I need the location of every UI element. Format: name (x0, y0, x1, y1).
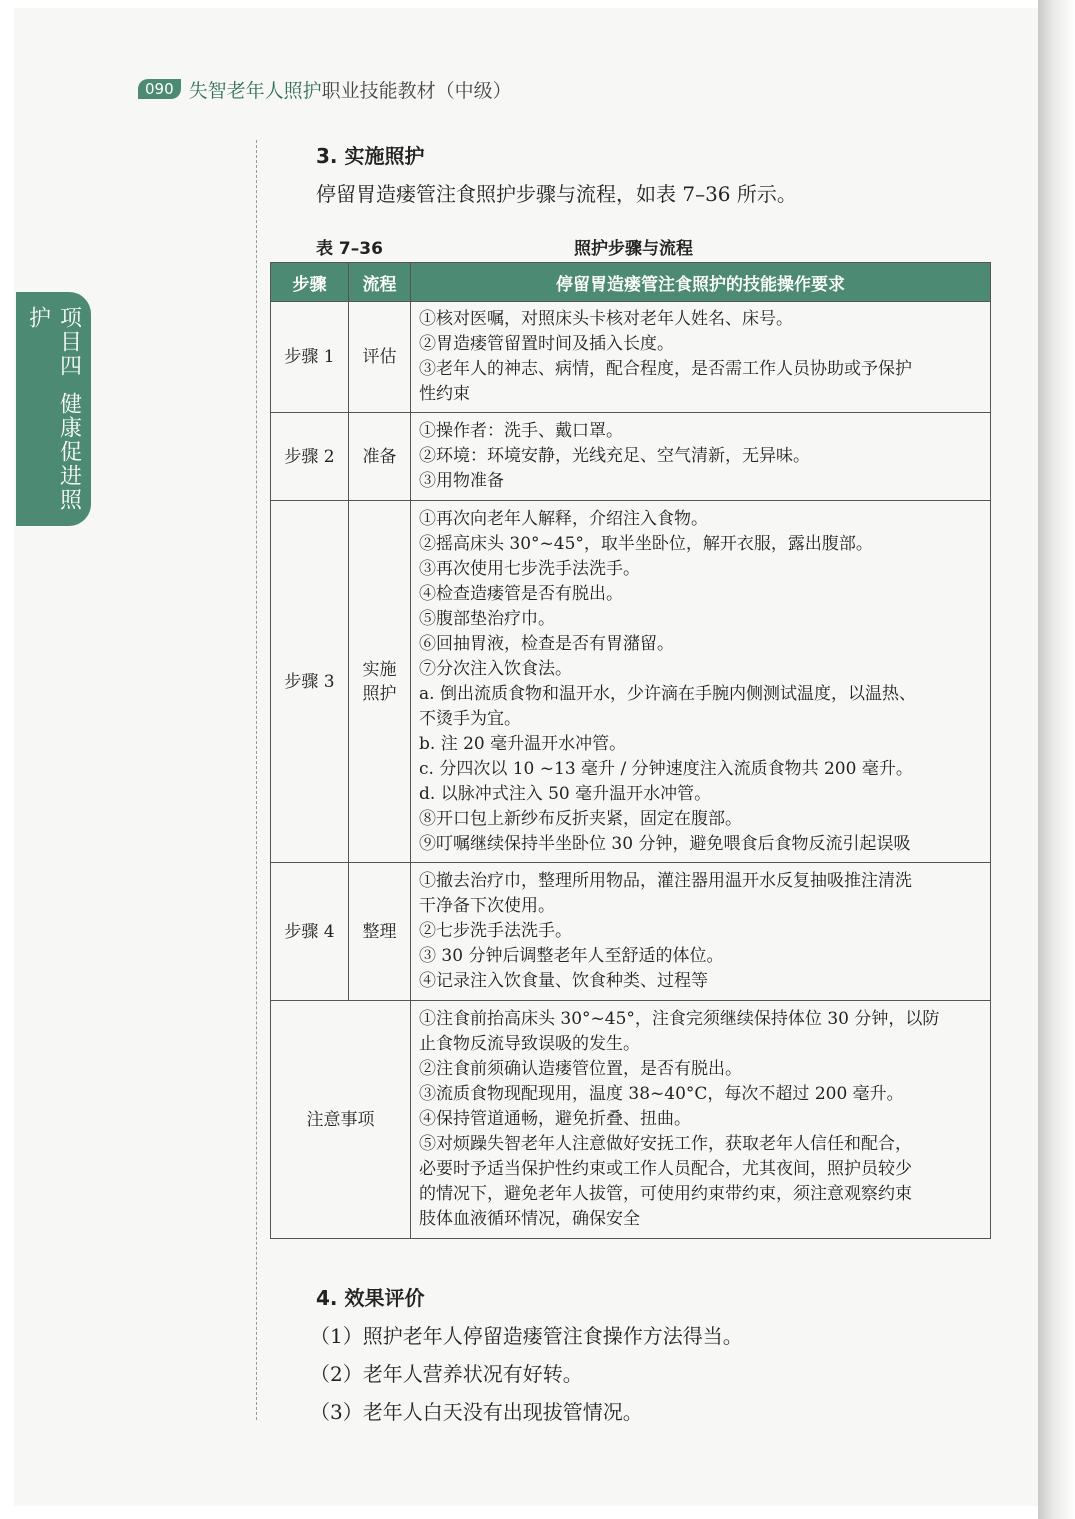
running-header (138, 76, 512, 102)
side-tab-text (23, 306, 85, 526)
side-tab-part2: 健康促进照护 (25, 306, 82, 512)
table-title: 照护步骤与流程 (574, 239, 693, 259)
requirement-line: ①核对医嘱，对照床头卡核对老年人姓名、床号。 (419, 309, 793, 329)
requirement-line: c. 分四次以 10 ~13 毫升 / 分钟速度注入流质食物共 200 毫升。 (419, 758, 913, 779)
requirement-line: ⑤对烦躁失智老年人注意做好安抚工作，获取老年人信任和配合， (419, 1134, 912, 1154)
book-title (189, 76, 512, 103)
page-number: 090 (138, 79, 181, 99)
header-process: 流程 (349, 263, 411, 302)
requirement-line: ①撤去治疗巾，整理所用物品，灌注器用温开水反复抽吸推注清洗 (419, 871, 912, 891)
requirement-line: d. 以脉冲式注入 50 毫升温开水冲管。 (419, 783, 712, 804)
requirement-line: ①再次向老年人解释，介绍注入食物。 (419, 508, 708, 529)
requirements-cell (411, 501, 991, 863)
requirement-line: ②胃造瘘管留置时间及插入长度。 (419, 334, 674, 354)
process-cell: 评估 (349, 302, 411, 413)
requirement-line: ③用物准备 (419, 471, 504, 491)
requirement-line: ②七步洗手法洗手。 (419, 921, 572, 941)
requirement-line: ④检查造瘘管是否有脱出。 (419, 583, 623, 604)
requirement-line: 肢体血液循环情况，确保安全 (419, 1209, 640, 1229)
requirement-line: ②注食前须确认造瘘管位置，是否有脱出。 (419, 1059, 742, 1079)
process-cell: 准备 (349, 413, 411, 501)
book-title-main: 失智老年人照护 (188, 79, 322, 102)
requirement-line: ③ 30 分钟后调整老年人至舒适的体位。 (419, 946, 724, 966)
table-header-row (271, 263, 991, 302)
side-tab (16, 292, 91, 526)
requirements-cell (411, 413, 991, 501)
requirement-line: 止食物反流导致误吸的发生。 (419, 1034, 640, 1054)
table-row (271, 1001, 991, 1239)
requirement-line: ⑥回抽胃液，检查是否有胃潴留。 (419, 633, 674, 654)
margin-dashed-line (256, 140, 257, 1420)
notes-cell: 注意事项 (271, 1001, 411, 1239)
requirement-line: ④保持管道通畅，避免折叠、扭曲。 (419, 1109, 691, 1129)
table-row (271, 501, 991, 863)
evaluation-item: （2）老年人营养状况有好转。 (310, 1362, 583, 1386)
step-cell: 步骤 3 (271, 501, 349, 863)
evaluation-item: （3）老年人白天没有出现拔管情况。 (310, 1400, 643, 1424)
requirement-line: 的情况下，避免老年人拔管，可使用约束带约束，须注意观察约束 (419, 1184, 912, 1204)
table-number: 表 7–36 (316, 239, 383, 259)
requirement-line: ⑤腹部垫治疗巾。 (419, 608, 555, 629)
section4-title: 4. 效果评价 (316, 1286, 425, 1310)
requirements-cell (411, 1001, 991, 1239)
header-step: 步骤 (271, 263, 349, 302)
process-line: 照护 (362, 683, 397, 704)
evaluation-item: （1）照护老年人停留造瘘管注食操作方法得当。 (310, 1324, 743, 1348)
requirement-line: ①注食前抬高床头 30°~45°，注食完须继续保持体位 30 分钟，以防 (419, 1009, 940, 1029)
step-cell: 步骤 4 (271, 863, 349, 1001)
requirement-line: 不烫手为宜。 (419, 708, 521, 729)
requirement-line: ②环境：环境安静，光线充足、空气清新，无异味。 (419, 446, 810, 466)
requirement-line: ②摇高床头 30°~45°，取半坐卧位，解开衣服，露出腹部。 (419, 533, 873, 554)
requirement-line: ③流质食物现配现用，温度 38~40°C，每次不超过 200 毫升。 (419, 1084, 904, 1104)
requirement-line: ⑧开口包上新纱布反折夹紧，固定在腹部。 (419, 808, 742, 829)
requirement-line: b. 注 20 毫升温开水冲管。 (419, 733, 627, 754)
section3-intro: 停留胃造瘘管注食照护步骤与流程，如表 7–36 所示。 (316, 182, 797, 206)
requirement-line: ③老年人的神志、病情，配合程度，是否需工作人员协助或予保护 (419, 359, 912, 379)
requirements-cell (411, 863, 991, 1001)
step-cell: 步骤 1 (271, 302, 349, 413)
section3-title: 3. 实施照护 (316, 144, 425, 168)
page-edge (1038, 0, 1075, 1519)
book-title-sub: 职业技能教材（中级） (321, 79, 512, 102)
requirement-line: 必要时予适当保护性约束或工作人员配合，尤其夜间，照护员较少 (419, 1159, 912, 1179)
step-cell: 步骤 2 (271, 413, 349, 501)
table-caption (316, 234, 992, 258)
requirements-cell (411, 302, 991, 413)
requirement-line: 干净备下次使用。 (419, 896, 555, 916)
table-row (271, 413, 991, 501)
requirement-line: ③再次使用七步洗手法洗手。 (419, 558, 640, 579)
side-tab-part1: 项目四 (56, 306, 82, 378)
process-line: 实施 (362, 659, 397, 680)
requirement-line: ①操作者：洗手、戴口罩。 (419, 421, 623, 441)
requirement-line: ⑨叮嘱继续保持半坐卧位 30 分钟，避免喂食后食物反流引起误吸 (419, 833, 911, 854)
table-row (271, 863, 991, 1001)
requirement-line: a. 倒出流质食物和温开水，少许滴在手腕内侧测试温度，以温热、 (419, 683, 916, 704)
table-row (271, 302, 991, 413)
requirement-line: ④记录注入饮食量、饮食种类、过程等 (419, 971, 708, 991)
requirement-line: 性约束 (419, 384, 470, 404)
procedure-table (270, 262, 991, 1239)
header-requirements: 停留胃造瘘管注食照护的技能操作要求 (411, 263, 991, 302)
process-cell (349, 501, 411, 863)
process-cell: 整理 (349, 863, 411, 1001)
requirement-line: ⑦分次注入饮食法。 (419, 658, 572, 679)
